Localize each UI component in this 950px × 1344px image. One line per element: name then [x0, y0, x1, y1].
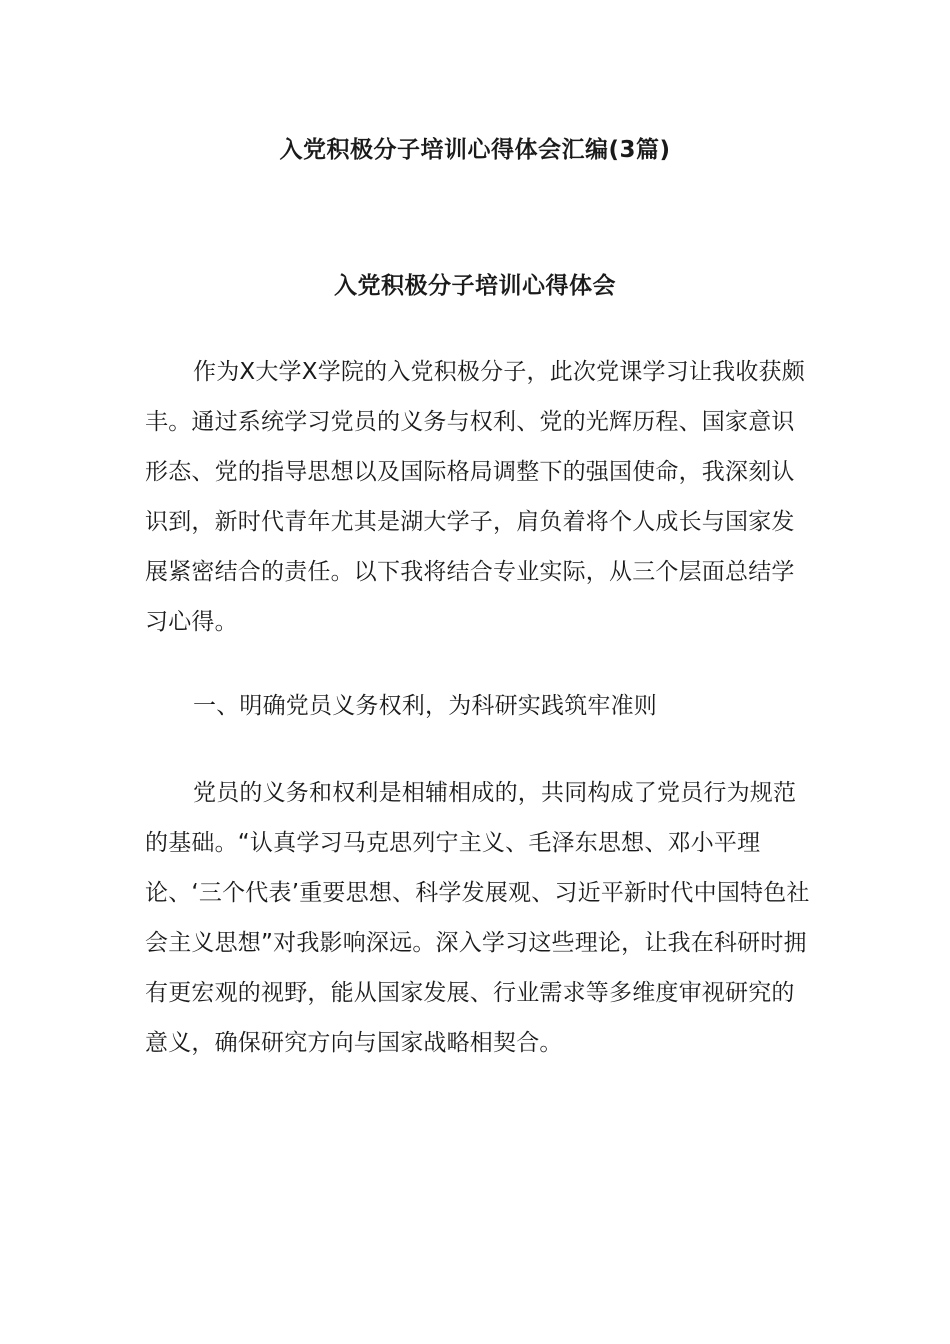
paragraph-body-1: 党员的义务和权利是相辅相成的，共同构成了党员行为规范的基础。“认真学习马克思列宁主义、毛泽东思想、邓小平理论、‘三个代表’重要思想、科学发展观、习近平新时代中国特色社会主义思想”对我影响深远。深入学习这些理论，让我在科研时拥有更宏观的视野，能从国家发展、行业需求等多维度审视研究的意义，确保研究方向与国家战略相契合。	[145, 780, 810, 1056]
document-title: 入党积极分子培训心得体会汇编(3篇)	[279, 137, 671, 163]
section-title: 入党积极分子培训心得体会	[334, 273, 616, 299]
paragraph-heading-1: 一、明确党员义务权利，为科研实践筑牢准则	[193, 693, 657, 719]
paragraph-intro: 作为X大学X学院的入党积极分子，此次党课学习让我收获颇丰。通过系统学习党员的义务与权利、党的光辉历程、国家意识形态、党的指导思想以及国际格局调整下的强国使命，我深刻认识到，新时代青年尤其是湖大学子，肩负着将个人成长与国家发展紧密结合的责任。以下我将结合专业实际，从三个层面总结学习心得。	[145, 359, 805, 635]
